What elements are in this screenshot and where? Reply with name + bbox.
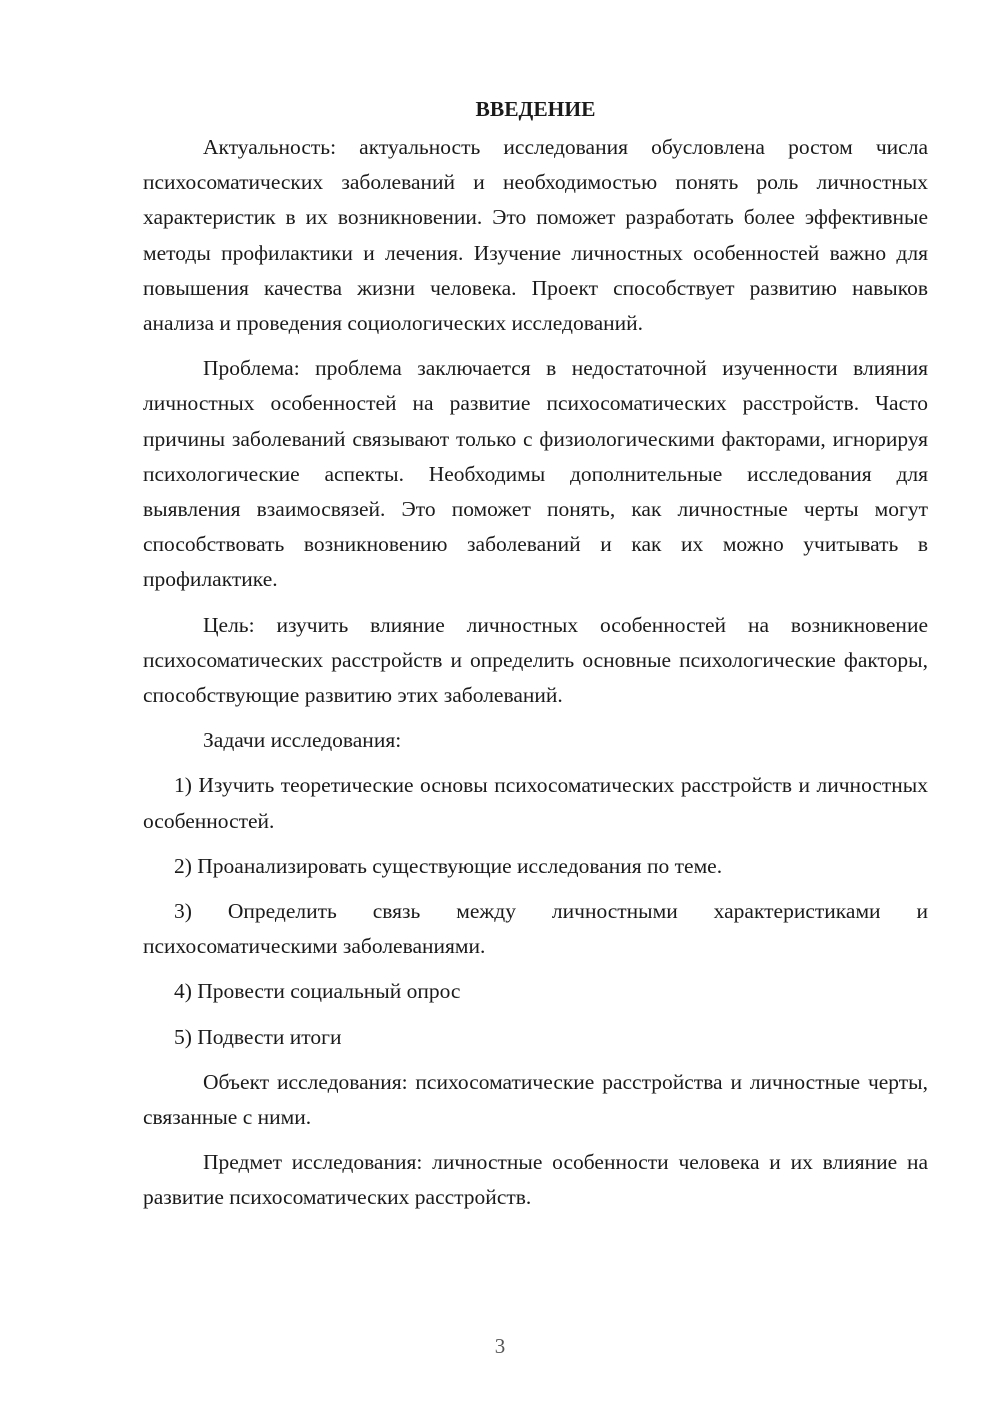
task-item-3: 3) Определить связь между личностными характеристиками и психосоматическими заболеваниями. (143, 899, 928, 959)
document-page (143, 92, 928, 1226)
section-title: ВВЕДЕНИЕ (475, 97, 596, 121)
relevance-paragraph: Актуальность: актуальность исследования обусловлена ростом числа психосоматических заболеваний и необходимостью понять роль личностных характеристик в их возникновении. Это поможет разработать более эффективные методы профилактики и лечения. Изучение личностных особенностей важно для повышения качества жизни человека. Проект способствует развитию навыков анализа и проведения социологических исследований. (143, 135, 928, 336)
problem-paragraph: Проблема: проблема заключается в недостаточной изученности влияния личностных особенностей на развитие психосоматических расстройств. Часто причины заболеваний связывают только с физиологическими факторами, игнорируя психологические аспекты. Необходимы дополнительные исследования для выявления взаимосвязей. Это поможет понять, как личностные черты могут способствовать возникновению заболеваний и как их можно учитывать в профилактике. (143, 356, 928, 592)
page-number: 3 (494, 1334, 506, 1358)
tasks-heading: Задачи исследования: (203, 728, 402, 753)
task-item-5: 5) Подвести итоги (174, 1024, 342, 1049)
task-item-4: 4) Провести социальный опрос (174, 979, 461, 1004)
object-paragraph: Объект исследования: психосоматические расстройства и личностные черты, связанные с ними. (143, 1069, 928, 1130)
task-item-1: 1) Изучить теоретические основы психосоматических расстройств и личностных особенностей. (143, 773, 928, 833)
goal-paragraph: Цель: изучить влияние личностных особенностей на возникновение психосоматических расстройств и определить основные психологические факторы, способствующие развитию этих заболеваний. (143, 612, 928, 708)
subject-paragraph: Предмет исследования: личностные особенности человека и их влияние на развитие психосоматических расстройств. (143, 1150, 928, 1210)
task-item-2: 2) Проанализировать существующие исследования по теме. (174, 853, 723, 878)
